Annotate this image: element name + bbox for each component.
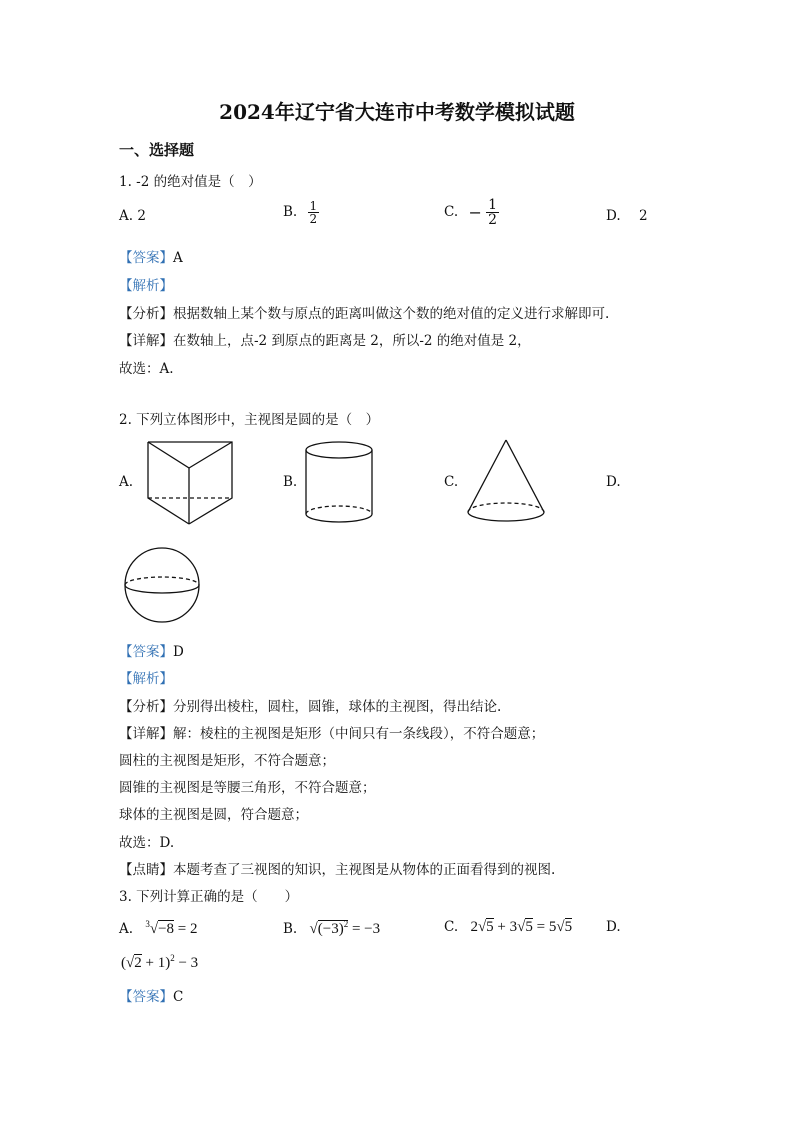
q3-option-b-rhs: = −3: [351, 921, 381, 937]
q1-option-a: A. 2: [119, 208, 146, 224]
cylinder-figure: [302, 440, 378, 526]
q3-option-c-coef-3: = 5: [532, 919, 557, 935]
q3-option-b-expr: [310, 921, 381, 937]
q3-option-c-label: C.: [444, 919, 459, 935]
q3-option-a-label: A.: [119, 921, 134, 937]
page-title: 2024年辽宁省大连市中考数学模拟试题: [219, 100, 575, 124]
q3-option-c-expr: [470, 919, 572, 935]
q2-analysis-tag: 【解析】: [119, 671, 173, 687]
q1-option-b-label: B.: [283, 204, 298, 220]
radical-sign-icon: √: [309, 921, 318, 937]
q1-choose: 故选：A.: [119, 361, 174, 377]
q1-option-d-label: D.: [606, 208, 621, 224]
q3-option-c: [444, 919, 572, 936]
q3-option-b: [283, 919, 380, 938]
section-heading: 一、选择题: [119, 141, 195, 159]
q3-option-d-exponent: 2: [170, 953, 175, 963]
q2-option-b-label: B.: [283, 474, 298, 490]
q3-option-c-coef-2: + 3: [493, 919, 518, 935]
q1-analysis-tag: 【解析】: [119, 278, 173, 294]
q3-option-c-radicand-1: 5: [486, 919, 494, 935]
q1-option-c-label: C.: [444, 204, 459, 220]
q3-option-b-label: B.: [283, 921, 298, 937]
detail-text: 解：棱柱的主视图是矩形（中间只有一条线段），不符合题意；: [173, 726, 545, 742]
q3-option-b-radicand-wrap: [318, 920, 348, 937]
q2-stem: 2. 下列立体图形中，主视图是圆的是（ ）: [119, 412, 380, 428]
q3-option-d-radicand: 2: [134, 955, 142, 971]
detail-tag: 【详解】: [119, 333, 173, 349]
q3-option-b-radicand: (−3): [317, 921, 344, 937]
dianjing-tag: 【点睛】: [119, 862, 173, 878]
q3-option-d-label: D.: [606, 919, 621, 935]
fenxi-tag: 【分析】: [119, 306, 173, 322]
q3-option-d-plus: + 1): [141, 955, 171, 971]
radical-sign-icon: √: [126, 955, 135, 971]
q2-option-c-label: C.: [444, 474, 459, 490]
q3-option-a-radicand: −8: [158, 921, 175, 937]
q3-stem: 3. 下列计算正确的是（ ）: [119, 889, 299, 905]
q1-option-c-numerator: 1: [488, 197, 498, 213]
answer-value: A: [173, 250, 183, 266]
q1-stem: 1. -2 的绝对值是（ ）: [119, 174, 262, 190]
q1-option-d-value: 2: [638, 208, 648, 224]
q3-option-a-root-index: 3: [145, 919, 150, 929]
sphere-figure: [121, 546, 205, 626]
q1-answer: [119, 246, 183, 266]
q2-option-a-label: A.: [119, 474, 134, 490]
q1-option-c: [444, 198, 499, 227]
q3-option-d-expr: [121, 953, 198, 972]
q3-option-a-expr: [145, 921, 197, 937]
q2-dianjing: [119, 858, 555, 878]
q3-option-d-open: (: [121, 955, 126, 971]
q1-option-c-sign: −: [468, 203, 482, 222]
cone-figure: [463, 436, 549, 528]
q1-option-c-fraction: [486, 198, 499, 227]
q2-option-d-label: D.: [606, 474, 621, 490]
q3-option-a: [119, 919, 198, 938]
q2-fenxi: [119, 695, 501, 715]
q1-option-b-numerator: 1: [309, 199, 318, 213]
q1-option-b-denominator: 2: [309, 212, 318, 226]
answer-tag: 【答案】: [119, 250, 173, 266]
q2-line-2: 圆锥的主视图是等腰三角形，不符合题意；: [119, 780, 376, 796]
q1-option-c-denominator: 2: [488, 212, 498, 228]
q1-option-b: [283, 200, 319, 225]
fenxi-text: 根据数轴上某个数与原点的距离叫做这个数的绝对值的定义进行求解即可.: [173, 306, 610, 322]
q1-option-b-fraction: [308, 200, 320, 225]
q2-answer: [119, 640, 184, 660]
q3-answer: [119, 985, 183, 1005]
q3-option-b-exponent: 2: [343, 919, 349, 929]
answer-tag: 【答案】: [119, 644, 173, 660]
answer-tag: 【答案】: [119, 989, 173, 1005]
q2-choose: 故选：D.: [119, 835, 175, 851]
answer-value: C: [173, 989, 184, 1005]
radical-sign-icon: √: [517, 919, 526, 935]
q3-option-c-radicand-2: 5: [525, 919, 533, 935]
triangular-prism-figure: [140, 438, 240, 528]
radical-sign-icon: √: [556, 919, 565, 935]
q2-detail: [119, 722, 544, 742]
q3-option-c-coef-1: 2: [470, 919, 478, 935]
detail-tag: 【详解】: [119, 726, 173, 742]
radical-sign-icon: √: [477, 919, 487, 935]
q1-detail: [119, 329, 531, 349]
radical-sign-icon: √: [149, 921, 159, 937]
q1-option-d: [606, 208, 648, 224]
detail-text: 在数轴上，点-2 到原点的距离是 2，所以-2 的绝对值是 2，: [173, 333, 531, 349]
q3-option-d-rhs: − 3: [174, 955, 199, 971]
q2-line-3: 球体的主视图是圆，符合题意；: [119, 807, 308, 823]
q3-option-c-radicand-3: 5: [564, 919, 573, 935]
q2-line-1: 圆柱的主视图是矩形，不符合题意；: [119, 753, 335, 769]
fenxi-tag: 【分析】: [119, 699, 173, 715]
q3-option-d-math: [121, 955, 198, 971]
fenxi-text: 分别得出棱柱，圆柱，圆锥，球体的主视图，得出结论.: [173, 699, 502, 715]
dianjing-text: 本题考查了三视图的知识，主视图是从物体的正面看得到的视图.: [173, 862, 556, 878]
answer-value: D: [173, 644, 184, 660]
q1-fenxi: [119, 302, 609, 322]
q3-option-a-rhs: = 2: [177, 921, 198, 937]
